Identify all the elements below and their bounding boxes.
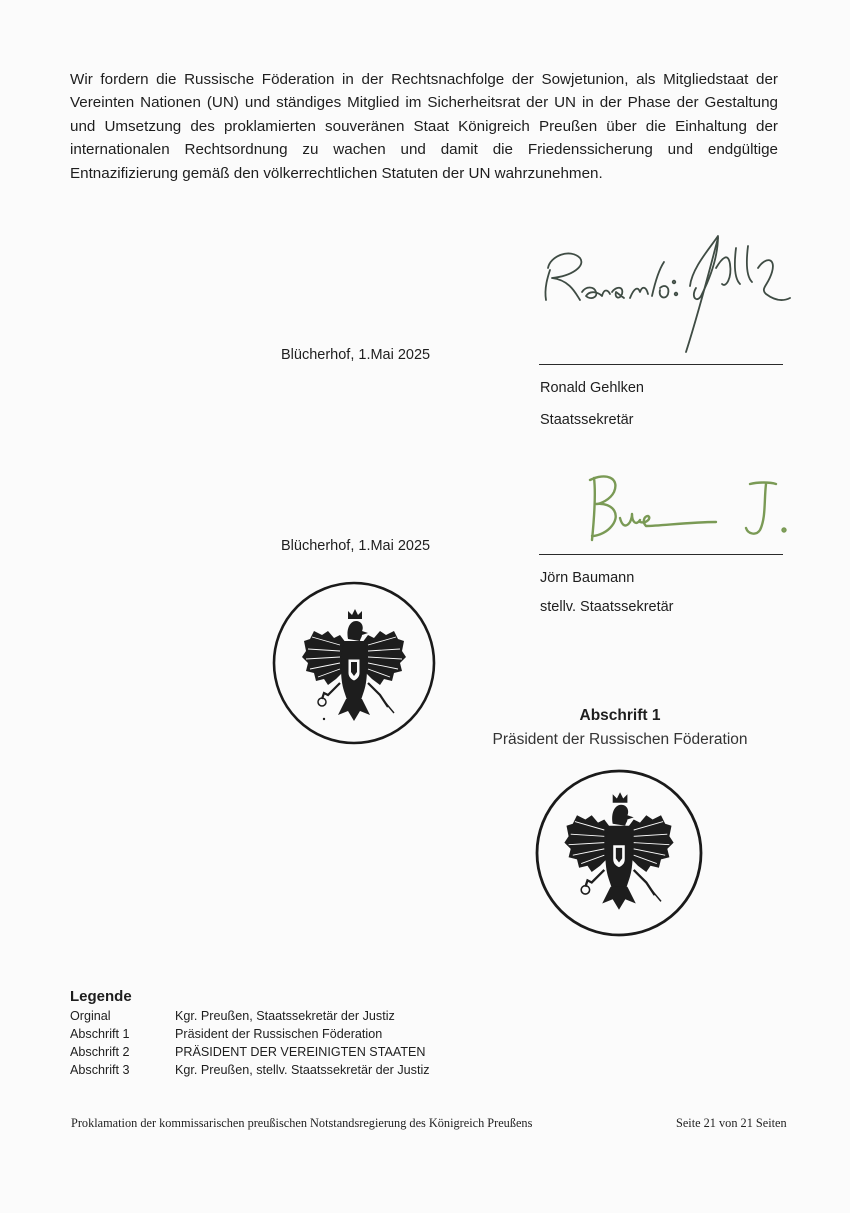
prussian-eagle-seal-icon (534, 768, 704, 938)
legend-title: Legende (70, 988, 132, 1005)
body-paragraph: Wir fordern die Russische Föderation in der Rechtsnachfolge der Sowjetunion, als Mitgliedstaat der Vereinten Nationen (UN) und ständiges Mitglied im Sicherheitsrat der UN in der Phase der Gestaltung und Umsetzung des proklamierten souveränen Staat Königreich Preußen über die Einhaltung der internationalen Rechtsordnung zu wachen und damit die Friedenssicherung und endgültige Entnazifizierung gemäß den völkerrechtlichen Statuten der UN wahrzunehmen. (70, 71, 778, 182)
legend-key: Abschrift 1 (70, 1027, 130, 1041)
place-date: Blücherhof, 1.Mai 2025 (281, 538, 431, 554)
copy-recipient: Präsident der Russischen Föderation (492, 731, 748, 748)
place-date: Blücherhof, 1.Mai 2025 (281, 347, 431, 363)
legend-key: Abschrift 2 (70, 1045, 130, 1059)
legend-value: Kgr. Preußen, Staatssekretär der Justiz (175, 1009, 395, 1023)
signer-name: Jörn Baumann (540, 570, 635, 586)
signer-title: Staatssekretär (540, 412, 634, 428)
prussian-eagle-seal-icon (271, 580, 437, 746)
legend-value: Kgr. Preußen, stellv. Staatssekretär der Justiz (175, 1063, 430, 1077)
legend-key: Orginal (70, 1009, 111, 1023)
legend-value: PRÄSIDENT DER VEREINIGTEN STAATEN (175, 1045, 426, 1059)
signature-line (539, 364, 783, 365)
handwritten-signature-baumann (580, 470, 800, 550)
legend-value: Präsident der Russischen Föderation (175, 1027, 383, 1041)
legend-key: Abschrift 3 (70, 1063, 130, 1077)
signer-name: Ronald Gehlken (540, 380, 644, 396)
page-number: Seite 21 von 21 Seiten (676, 1116, 787, 1130)
signer-title: stellv. Staatssekretär (540, 599, 674, 615)
signature-line (539, 554, 783, 555)
footer-title: Proklamation der kommissarischen preußischen Notstandsregierung des Königreich Preußens (71, 1116, 533, 1130)
handwritten-signature-gehlken (540, 228, 795, 356)
copy-heading: Abschrift 1 (579, 707, 661, 724)
